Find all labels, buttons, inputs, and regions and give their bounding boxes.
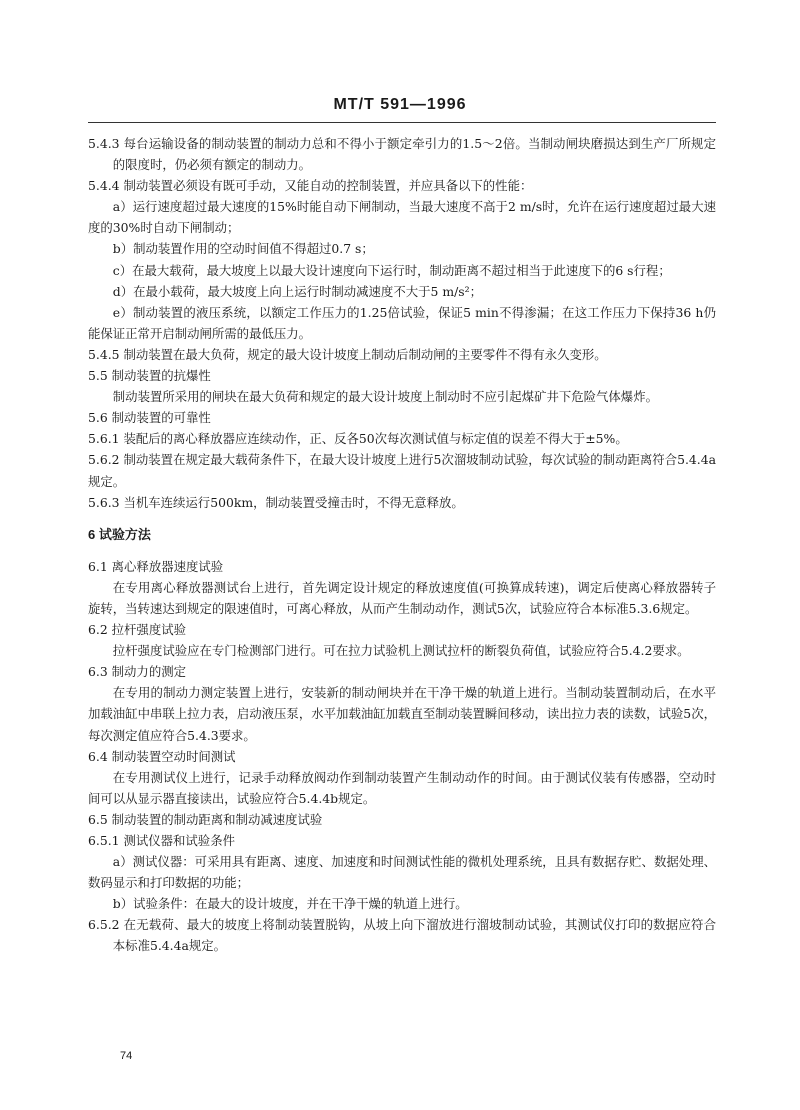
paragraph-p651b: b）试验条件：在最大的设计坡度，并在干净干燥的轨道上进行。	[112, 896, 468, 912]
paragraph-p544e: e）制动装置的液压系统，以额定工作压力的1.25倍试验，保证5 min不得渗漏；在这工作压力下保持36 h仍能保证正常开启制动闸所需的最低压力。	[88, 304, 716, 341]
paragraph-p55t: 制动装置所采用的闸块在最大负荷和规定的最大设计坡度上制动时不应引起煤矿井下危险气体爆炸。	[112, 389, 658, 405]
paragraph-p65: 6.5 制动装置的制动距离和制动减速度试验	[88, 811, 323, 827]
paragraph-p63t: 在专用的制动力测定装置上进行，安装新的制动闸块并在干净干燥的轨道上进行。当制动装置制动后，在水平加载油缸中串联上拉力表，启动液压泵，水平加载油缸加载直至制动装置瞬间移动，读出拉力表的读数，试验5次，每次测定值应符合5.4.3要求。	[88, 685, 716, 743]
paragraph-p652: 6.5.2 在无载荷、最大的坡度上将制动装置脱钩，从坡上向下溜放进行溜坡制动试验，其测试仪打印的数据应符合本标准5.4.4a规定。	[88, 917, 716, 954]
paragraph-p544d: d）在最小载荷，最大坡度上向上运行时制动减速度不大于5 m/s²；	[112, 283, 482, 299]
paragraph-p563: 5.6.3 当机车连续运行500km，制动装置受撞击时，不得无意释放。	[88, 494, 464, 510]
paragraph-p544b: b）制动装置作用的空动时间值不得超过0.7 s；	[112, 241, 374, 257]
paragraph-h6: 6 试验方法	[88, 526, 151, 542]
paragraph-p543: 5.4.3 每台运输设备的制动装置的制动力总和不得小于额定牵引力的1.5～2倍。当制动闸块磨损达到生产厂所规定的限度时，仍必须有额定的制动力。	[88, 136, 716, 173]
paragraph-p561: 5.6.1 装配后的离心释放器应连续动作，正、反各50次每次测试值与标定值的误差不得大于±5%。	[88, 431, 628, 447]
page-number: 74	[120, 1050, 133, 1062]
paragraph-p61: 6.1 离心释放器速度试验	[88, 558, 224, 574]
paragraph-p55: 5.5 制动装置的抗爆性	[88, 368, 211, 384]
document-body	[88, 133, 716, 957]
header-rule	[88, 122, 716, 123]
paragraph-p545: 5.4.5 制动装置在最大负荷，规定的最大设计坡度上制动后制动闸的主要零件不得有永久变形。	[88, 346, 607, 362]
standard-header: MT/T 591—1996	[333, 96, 467, 113]
paragraph-p61t: 在专用离心释放器测试台上进行，首先调定设计规定的释放速度值(可换算成转速)，调定后使离心释放器转子旋转，当转速达到规定的限速值时，可离心释放，从而产生制动动作，测试5次，试验应符合本标准5.3.6规定。	[88, 579, 716, 616]
paragraph-p63: 6.3 制动力的测定	[88, 664, 186, 680]
paragraph-p64t: 在专用测试仪上进行，记录手动释放阀动作到制动装置产生制动动作的时间。由于测试仪装有传感器，空动时间可以从显示器直接读出，试验应符合5.4.4b规定。	[88, 769, 716, 806]
paragraph-p62t: 拉杆强度试验应在专门检测部门进行。可在拉力试验机上测试拉杆的断裂负荷值，试验应符合5.4.2要求。	[112, 643, 690, 659]
paragraph-p651a: a）测试仪器：可采用具有距离、速度、加速度和时间测试性能的微机处理系统，且具有数据存贮、数据处理、数码显示和打印数据的功能；	[88, 854, 716, 891]
paragraph-p64: 6.4 制动装置空动时间测试	[88, 748, 236, 764]
paragraph-p651: 6.5.1 测试仪器和试验条件	[88, 833, 235, 848]
paragraph-p544a: a）运行速度超过最大速度的15%时能自动下闸制动，当最大速度不高于2 m/s时，允许在运行速度超过最大速度的30%时自动下闸制动；	[88, 199, 716, 236]
paragraph-p562: 5.6.2 制动装置在规定最大载荷条件下，在最大设计坡度上进行5次溜坡制动试验，每次试验的制动距离符合5.4.4a规定。	[88, 452, 716, 489]
paragraph-p544: 5.4.4 制动装置必须设有既可手动，又能自动的控制装置，并应具备以下的性能：	[88, 178, 533, 194]
paragraph-p544c: c）在最大载荷，最大坡度上以最大设计速度向下运行时，制动距离不超过相当于此速度下的6 s行程；	[112, 262, 671, 278]
paragraph-p56: 5.6 制动装置的可靠性	[88, 410, 211, 426]
paragraph-p62: 6.2 拉杆强度试验	[88, 622, 186, 638]
